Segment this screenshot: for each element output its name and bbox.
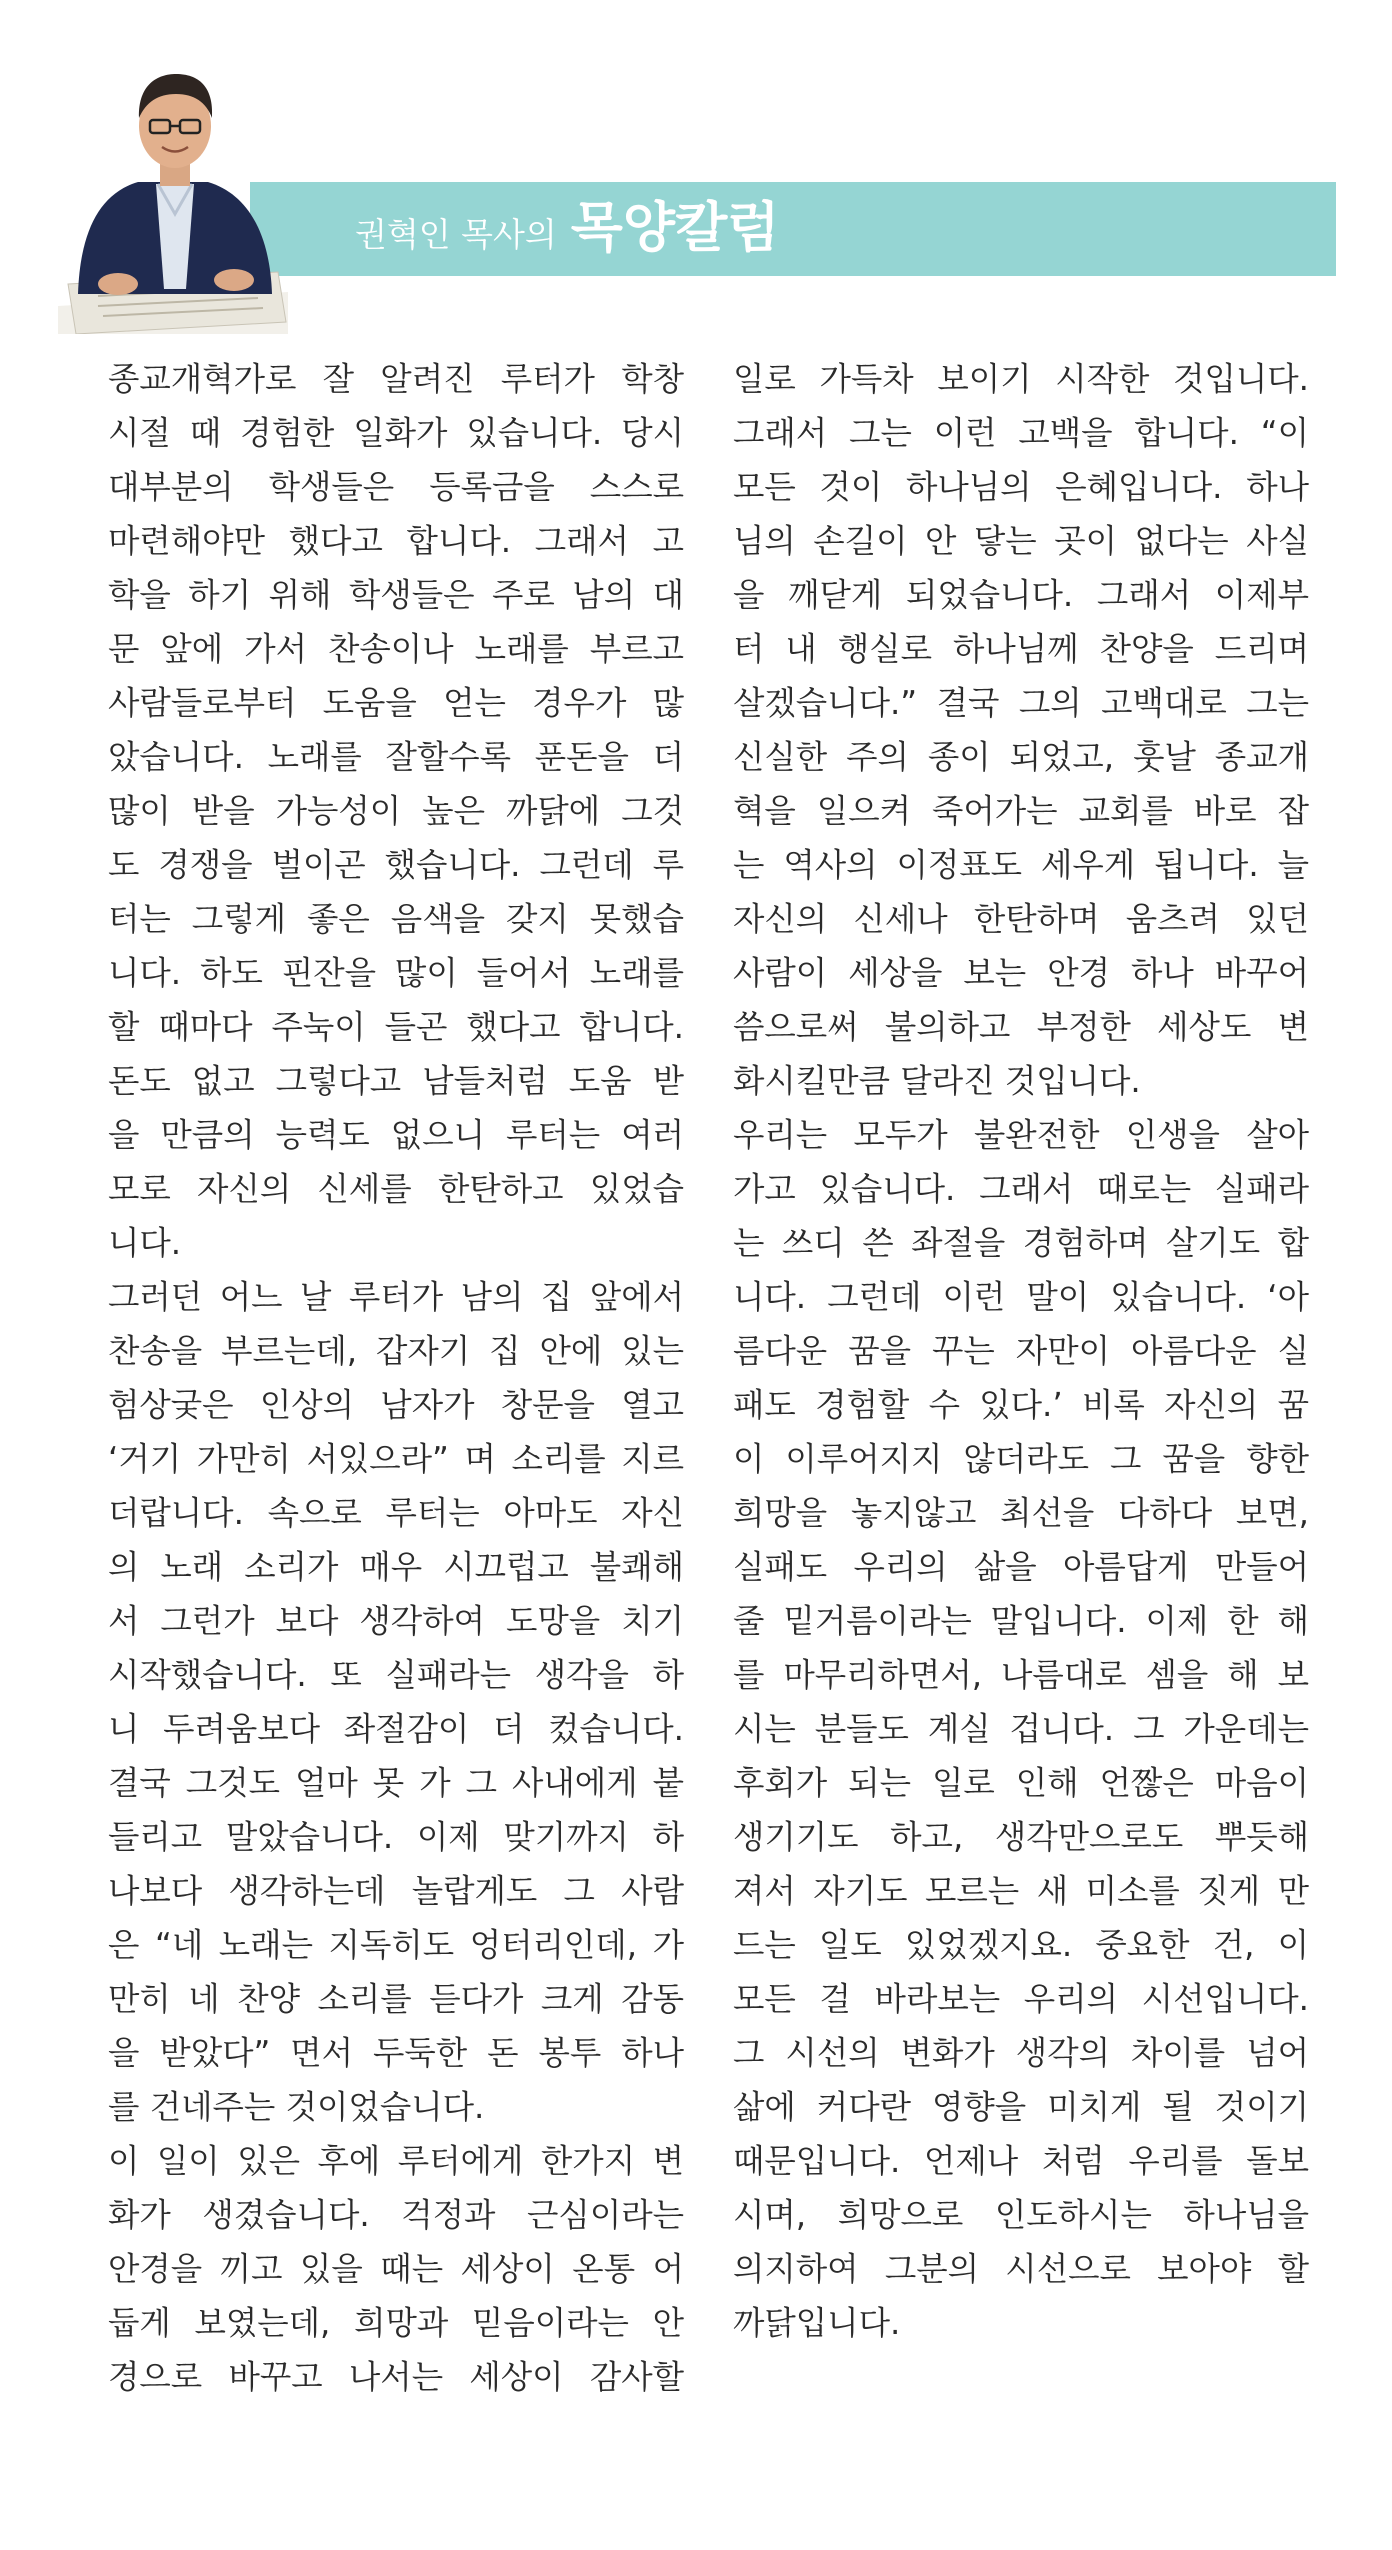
author-portrait-illustration bbox=[58, 44, 288, 334]
article-line: 이 일이 있은 후에 루터에게 한가지 변 bbox=[108, 2142, 684, 2180]
article-line: ‘거기 가만히 서있으라” 며 소리를 지르 bbox=[108, 1440, 684, 1478]
article-line: 의 노래 소리가 매우 시끄럽고 불쾌해 bbox=[108, 1548, 684, 1586]
article-column-right bbox=[733, 352, 1309, 2350]
article-line: 그래서 그는 이런 고백을 합니다. “이 bbox=[733, 414, 1309, 452]
article-line: 시는 분들도 계실 겁니다. 그 가운데는 bbox=[733, 1710, 1309, 1748]
article-line: 모든 걸 바라보는 우리의 시선입니다. bbox=[733, 1980, 1309, 2018]
article-line: 험상궂은 인상의 남자가 창문을 열고 bbox=[108, 1386, 684, 1424]
article-column-left bbox=[108, 352, 684, 2404]
article-line: 안경을 끼고 있을 때는 세상이 온통 어 bbox=[108, 2250, 684, 2288]
article-line: 가고 있습니다. 그래서 때로는 실패라 bbox=[733, 1170, 1309, 1208]
article-line: 을 깨닫게 되었습니다. 그래서 이제부 bbox=[733, 576, 1309, 614]
article-line: 까닭입니다. bbox=[733, 2304, 901, 2342]
article-line: 일로 가득차 보이기 시작한 것입니다. bbox=[733, 360, 1309, 398]
article-line: 시며, 희망으로 인도하시는 하나님을 bbox=[733, 2196, 1309, 2234]
article-line: 도 경쟁을 벌이곤 했습니다. 그런데 루 bbox=[108, 846, 684, 884]
article-line: 니다. bbox=[108, 1224, 182, 1262]
article-line: 후회가 되는 일로 인해 언짢은 마음이 bbox=[733, 1764, 1309, 1802]
article-line: 삶에 커다란 영향을 미치게 될 것이기 bbox=[733, 2088, 1309, 2126]
article-line: 사람들로부터 도움을 얻는 경우가 많 bbox=[108, 684, 684, 722]
article-line: 름다운 꿈을 꾸는 자만이 아름다운 실 bbox=[733, 1332, 1309, 1370]
title-prefix: 권혁인 목사의 bbox=[355, 215, 557, 254]
article-line: 니다. 하도 핀잔을 많이 들어서 노래를 bbox=[108, 954, 684, 992]
article-line: 자신의 신세나 한탄하며 움츠려 있던 bbox=[733, 900, 1309, 938]
article-line: 만히 네 찬양 소리를 듣다가 크게 감동 bbox=[108, 1980, 684, 2018]
article-line: 줄 밑거름이라는 말입니다. 이제 한 해 bbox=[733, 1602, 1309, 1640]
author-photo bbox=[58, 44, 288, 334]
article-line: 때문입니다. 언제나 처럼 우리를 돌보 bbox=[733, 2142, 1309, 2180]
article-line: 생기기도 하고, 생각만으로도 뿌듯해 bbox=[733, 1818, 1309, 1856]
article-line: 화시킬만큼 달라진 것입니다. bbox=[733, 1062, 1141, 1100]
article-line: 신실한 주의 종이 되었고, 훗날 종교개 bbox=[733, 738, 1309, 776]
article-line: 학을 하기 위해 학생들은 주로 남의 대 bbox=[108, 576, 684, 614]
article-line: 져서 자기도 모르는 새 미소를 짓게 만 bbox=[733, 1872, 1309, 1910]
article-line: 터 내 행실로 하나님께 찬양을 드리며 bbox=[733, 630, 1309, 668]
article-line: 을 받았다” 면서 두둑한 돈 봉투 하나 bbox=[108, 2034, 684, 2072]
article-line: 돈도 없고 그렇다고 남들처럼 도움 받 bbox=[108, 1062, 684, 1100]
article-line: 은 “네 노래는 지독히도 엉터리인데, 가 bbox=[108, 1926, 684, 1964]
article-line: 둡게 보였는데, 희망과 믿음이라는 안 bbox=[108, 2304, 684, 2342]
article-line: 드는 일도 있었겠지요. 중요한 건, 이 bbox=[733, 1926, 1309, 1964]
article-line: 대부분의 학생들은 등록금을 스스로 bbox=[108, 468, 684, 506]
article-line: 나보다 생각하는데 놀랍게도 그 사람 bbox=[108, 1872, 684, 1910]
article-line: 이 이루어지지 않더라도 그 꿈을 향한 bbox=[733, 1440, 1309, 1478]
article-line: 를 마무리하면서, 나름대로 셈을 해 보 bbox=[733, 1656, 1309, 1694]
article-line: 종교개혁가로 잘 알려진 루터가 학창 bbox=[108, 360, 684, 398]
article-line: 를 건네주는 것이었습니다. bbox=[108, 2088, 485, 2126]
article-line: 실패도 우리의 삶을 아름답게 만들어 bbox=[733, 1548, 1309, 1586]
article-line: 씀으로써 불의하고 부정한 세상도 변 bbox=[733, 1008, 1309, 1046]
article-line: 모로 자신의 신세를 한탄하고 있었습 bbox=[108, 1170, 684, 1208]
article-line: 터는 그렇게 좋은 음색을 갖지 못했습 bbox=[108, 900, 684, 938]
article-line: 는 쓰디 쓴 좌절을 경험하며 살기도 합 bbox=[733, 1224, 1309, 1262]
article-line: 그러던 어느 날 루터가 남의 집 앞에서 bbox=[108, 1278, 684, 1316]
article-line: 모든 것이 하나님의 은혜입니다. 하나 bbox=[733, 468, 1309, 506]
article-line: 니다. 그런데 이런 말이 있습니다. ‘아 bbox=[733, 1278, 1309, 1316]
article-line: 들리고 말았습니다. 이제 맞기까지 하 bbox=[108, 1818, 684, 1856]
article-line: 희망을 놓지않고 최선을 다하다 보면, bbox=[733, 1494, 1309, 1532]
article-line: 니 두려움보다 좌절감이 더 컸습니다. bbox=[108, 1710, 684, 1748]
article-line: 많이 받을 가능성이 높은 까닭에 그것 bbox=[108, 792, 684, 830]
article-line: 의지하여 그분의 시선으로 보아야 할 bbox=[733, 2250, 1309, 2288]
article-line: 살겠습니다.” 결국 그의 고백대로 그는 bbox=[733, 684, 1309, 722]
article-line: 시작했습니다. 또 실패라는 생각을 하 bbox=[108, 1656, 684, 1694]
title-main: 목양칼럼 bbox=[570, 196, 780, 259]
article-line: 결국 그것도 얼마 못 가 그 사내에게 붙 bbox=[108, 1764, 684, 1802]
article-line: 화가 생겼습니다. 걱정과 근심이라는 bbox=[108, 2196, 684, 2234]
article-line: 할 때마다 주눅이 들곤 했다고 합니다. bbox=[108, 1008, 684, 1046]
column-title bbox=[355, 192, 779, 268]
article-line: 님의 손길이 안 닿는 곳이 없다는 사실 bbox=[733, 522, 1309, 560]
article-line: 았습니다. 노래를 잘할수록 푼돈을 더 bbox=[108, 738, 684, 776]
article-line: 더랍니다. 속으로 루터는 아마도 자신 bbox=[108, 1494, 684, 1532]
article-line: 찬송을 부르는데, 갑자기 집 안에 있는 bbox=[108, 1332, 684, 1370]
article-line: 마련해야만 했다고 합니다. 그래서 고 bbox=[108, 522, 684, 560]
article-line: 서 그런가 보다 생각하여 도망을 치기 bbox=[108, 1602, 684, 1640]
article-line: 는 역사의 이정표도 세우게 됩니다. 늘 bbox=[733, 846, 1309, 884]
article-line: 경으로 바꾸고 나서는 세상이 감사할 bbox=[108, 2358, 684, 2396]
article-line: 사람이 세상을 보는 안경 하나 바꾸어 bbox=[733, 954, 1309, 992]
article-line: 문 앞에 가서 찬송이나 노래를 부르고 bbox=[108, 630, 684, 668]
article-line: 혁을 일으켜 죽어가는 교회를 바로 잡 bbox=[733, 792, 1309, 830]
article-line: 그 시선의 변화가 생각의 차이를 넘어 bbox=[733, 2034, 1309, 2072]
article-line: 패도 경험할 수 있다.’ 비록 자신의 꿈 bbox=[733, 1386, 1309, 1424]
article-line: 을 만큼의 능력도 없으니 루터는 여러 bbox=[108, 1116, 684, 1154]
article-line: 시절 때 경험한 일화가 있습니다. 당시 bbox=[108, 414, 684, 452]
article-line: 우리는 모두가 불완전한 인생을 살아 bbox=[733, 1116, 1309, 1154]
